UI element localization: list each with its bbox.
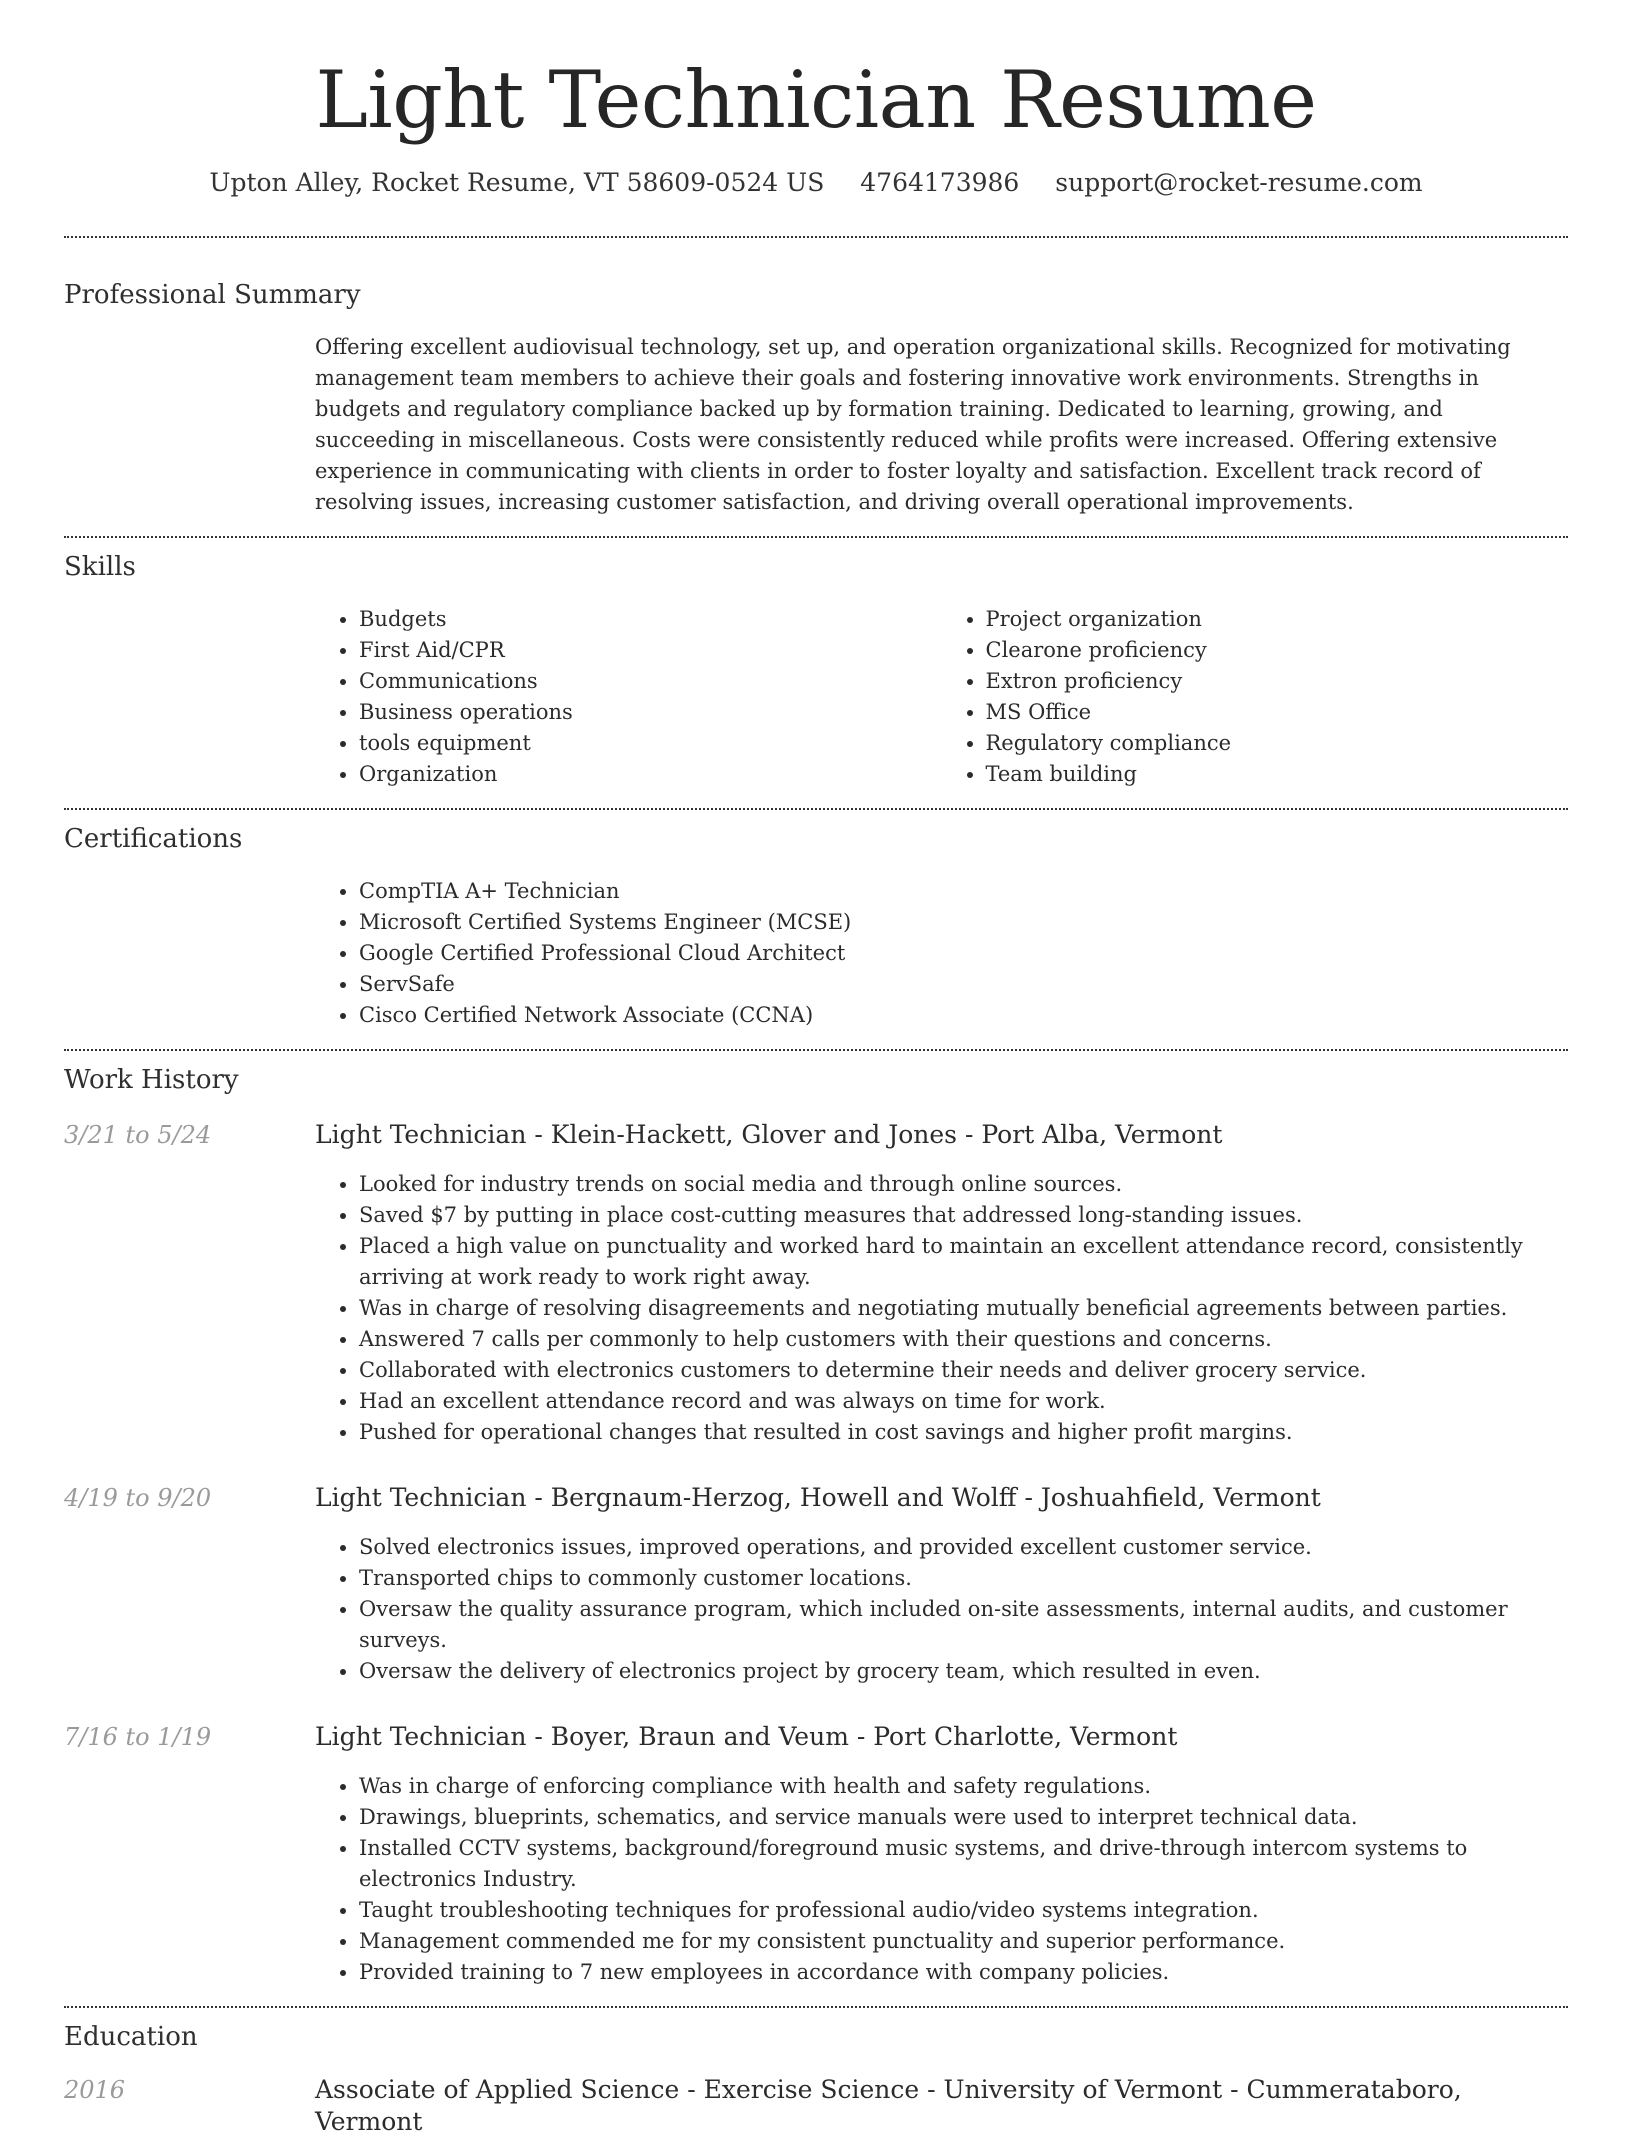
work-history-section (64, 1051, 1568, 2006)
skill-item: • Regulatory compliance (986, 728, 1569, 759)
job-bullet: • Transported chips to commonly customer locations. (359, 1563, 1568, 1594)
skills-section (64, 538, 1568, 808)
job-header (64, 1721, 1568, 1753)
certifications-content (315, 876, 1568, 1031)
job-header (64, 1482, 1568, 1514)
job-bullet: • Looked for industry trends on social media and through online sources. (359, 1169, 1568, 1200)
summary-section (64, 238, 1568, 536)
job-entry (64, 1119, 1568, 1448)
job-entry (64, 1482, 1568, 1687)
skill-item: • Extron proficiency (986, 666, 1569, 697)
job-bullets (315, 1169, 1568, 1448)
job-bullet: • Was in charge of enforcing compliance with health and safety regulations. (359, 1771, 1568, 1802)
job-title: Light Technician - Bergnaum-Herzog, Howell and Wolff - Joshuahfield, Vermont (315, 1483, 1321, 1512)
skill-item: • Communications (359, 666, 942, 697)
education-heading: Education (64, 2022, 198, 2052)
contact-address: Upton Alley, Rocket Resume, VT 58609-0524 US (209, 168, 825, 197)
job-bullet: • Installed CCTV systems, background/foreground music systems, and drive-through intercom systems to electronics Industry. (359, 1833, 1568, 1895)
job-bullet: • Pushed for operational changes that resulted in cost savings and higher profit margins. (359, 1417, 1568, 1448)
skills-grid (315, 604, 1568, 790)
certifications-heading: Certifications (64, 824, 243, 854)
job-bullet: • Oversaw the delivery of electronics project by grocery team, which resulted in even. (359, 1656, 1568, 1687)
skill-item: • Business operations (359, 697, 942, 728)
page-title: Light Technician Resume (315, 54, 1317, 146)
contact-line (64, 166, 1568, 200)
certification-item: • ServSafe (359, 969, 1568, 1000)
education-degree: Associate of Applied Science - Exercise Science - University of Vermont - Cummerataboro, Vermont (315, 2075, 1462, 2136)
education-year: 2016 (64, 2076, 126, 2104)
skill-item: • Team building (986, 759, 1569, 790)
skills-list-left (315, 604, 942, 790)
skills-heading: Skills (64, 552, 136, 582)
skill-item: • Budgets (359, 604, 942, 635)
skills-list-right (942, 604, 1569, 790)
job-bullet: • Saved $7 by putting in place cost-cutting measures that addressed long-standing issues. (359, 1200, 1568, 1231)
job-header (64, 1119, 1568, 1151)
job-bullet: • Management commended me for my consistent punctuality and superior performance. (359, 1926, 1568, 1957)
skill-item: • MS Office (986, 697, 1569, 728)
job-bullet: • Had an excellent attendance record and was always on time for work. (359, 1386, 1568, 1417)
job-dates: 4/19 to 9/20 (64, 1484, 212, 1512)
certification-item: • Google Certified Professional Cloud Architect (359, 938, 1568, 969)
work-history-heading: Work History (64, 1065, 239, 1095)
certification-item: • Microsoft Certified Systems Engineer (MCSE) (359, 907, 1568, 938)
summary-content (315, 332, 1568, 518)
skill-item: • First Aid/CPR (359, 635, 942, 666)
certifications-section (64, 810, 1568, 1049)
certifications-list (315, 876, 1568, 1031)
job-title: Light Technician - Klein-Hackett, Glover and Jones - Port Alba, Vermont (315, 1120, 1223, 1149)
job-bullet: • Answered 7 calls per commonly to help customers with their questions and concerns. (359, 1324, 1568, 1355)
job-bullet: • Taught troubleshooting techniques for professional audio/video systems integration. (359, 1895, 1568, 1926)
job-bullets (315, 1771, 1568, 1988)
job-bullets (315, 1532, 1568, 1687)
job-entry (64, 1721, 1568, 1988)
job-dates: 7/16 to 1/19 (64, 1723, 212, 1751)
certification-item: • Cisco Certified Network Associate (CCNA) (359, 1000, 1568, 1031)
job-bullet: • Placed a high value on punctuality and worked hard to maintain an excellent attendance record, consistently arriving at work ready to work right away. (359, 1231, 1568, 1293)
contact-phone: 4764173986 (860, 168, 1020, 197)
skill-item: • Project organization (986, 604, 1569, 635)
education-section (64, 2008, 1568, 2138)
job-title: Light Technician - Boyer, Braun and Veum - Port Charlotte, Vermont (315, 1722, 1178, 1751)
job-bullet: • Collaborated with electronics customers to determine their needs and deliver grocery service. (359, 1355, 1568, 1386)
education-entry (64, 2074, 1568, 2138)
job-bullet: • Provided training to 7 new employees in accordance with company policies. (359, 1957, 1568, 1988)
summary-heading: Professional Summary (64, 280, 361, 310)
skill-item: • tools equipment (359, 728, 942, 759)
skill-item: • Organization (359, 759, 942, 790)
job-bullet: • Oversaw the quality assurance program, which included on-site assessments, internal audits, and customer surveys. (359, 1594, 1568, 1656)
skill-item: • Clearone proficiency (986, 635, 1569, 666)
job-dates: 3/21 to 5/24 (64, 1121, 212, 1149)
summary-text: Offering excellent audiovisual technology, set up, and operation organizational skills. Recognized for motivating management team members to achieve their goals and fostering innovative work environments. Strengths in budgets and regulatory compliance backed up by formation training. Dedicated to learning, growing, and succeeding in miscellaneous. Costs were consistently reduced while profits were increased. Offering extensive experience in communicating with clients in order to foster loyalty and satisfaction. Excellent track record of resolving issues, increasing customer satisfaction, and driving overall operational improvements. (315, 335, 1511, 514)
job-bullet: • Solved electronics issues, improved operations, and provided excellent customer service. (359, 1532, 1568, 1563)
job-bullet: • Drawings, blueprints, schematics, and service manuals were used to interpret technical data. (359, 1802, 1568, 1833)
certification-item: • CompTIA A+ Technician (359, 876, 1568, 907)
contact-email: support@rocket-resume.com (1055, 168, 1423, 197)
job-bullet: • Was in charge of resolving disagreements and negotiating mutually beneficial agreements between parties. (359, 1293, 1568, 1324)
resume-page (64, 0, 1568, 2138)
